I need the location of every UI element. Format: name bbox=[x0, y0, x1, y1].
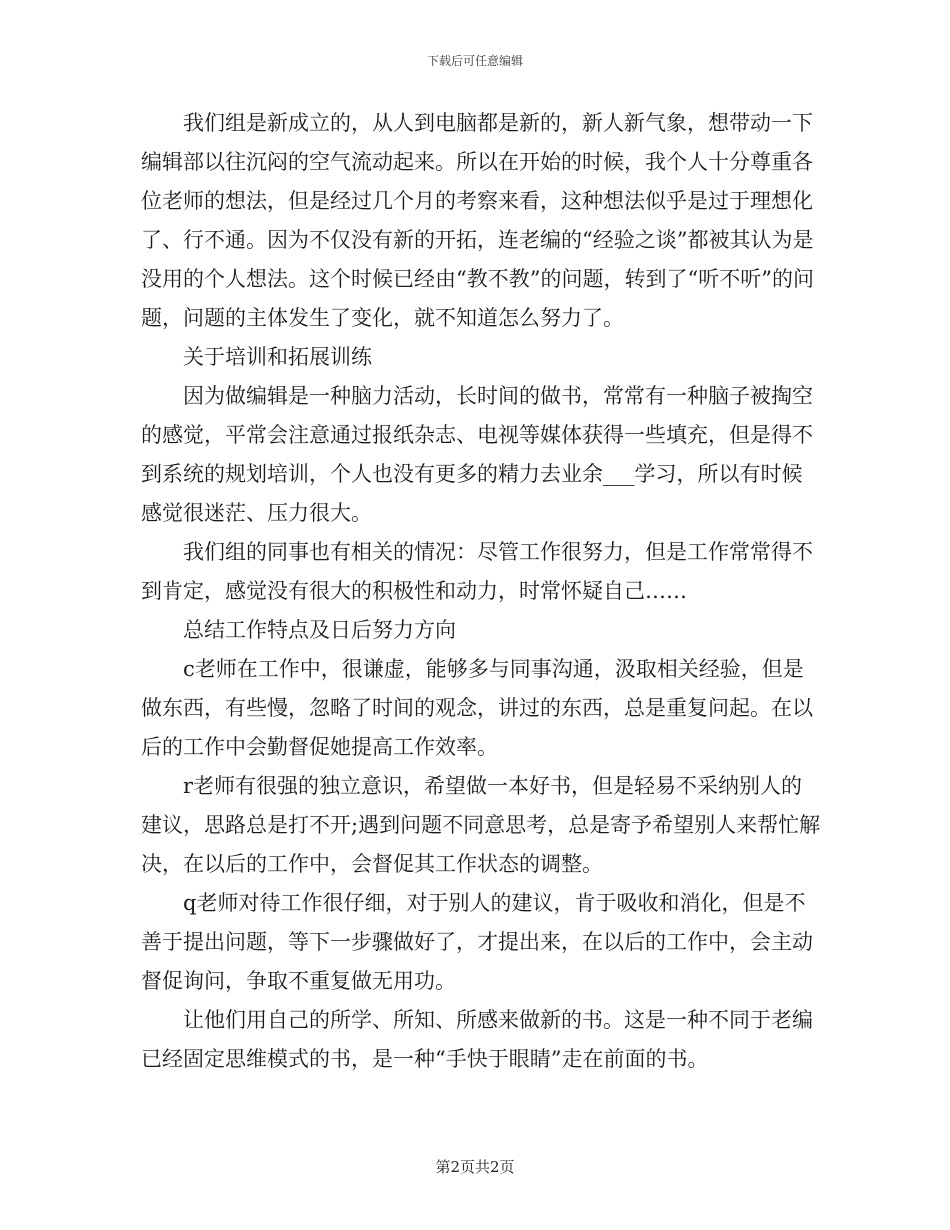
section-heading-training: 关于培训和拓展训练 bbox=[183, 345, 372, 369]
page-number-footer: 第2页共2页 bbox=[435, 1158, 515, 1176]
document-body bbox=[141, 104, 821, 1079]
paragraph-team-intro: 我们组是新成立的，从人到电脑都是新的，新人新气象，想带动一下编辑部以往沉闷的空气流动起来。所以在开始的时候，我个人十分尊重各位老师的想法，但是经过几个月的考察来看，这种想法似乎是过于理想化了、行不通。因为不仅没有新的开拓，连老编的“经验之谈”都被其认为是没用的个人想法。这个时候已经由“教不教”的问题，转到了“听不听”的问题，问题的主体发生了变化，就不知道怎么努力了。 bbox=[141, 111, 814, 330]
paragraph-colleagues: 我们组的同事也有相关的情况：尽管工作很努力，但是工作常常得不到肯定，感觉没有很大的积极性和动力，时常怀疑自己…… bbox=[141, 540, 813, 603]
paragraph-teacher-q: q老师对待工作很仔细，对于别人的建议，肯于吸收和消化，但是不善于提出问题，等下一步骤做好了，才提出来，在以后的工作中，会主动督促询问，争取不重复做无用功。 bbox=[141, 891, 813, 993]
page-header: 下载后可任意编辑 bbox=[426, 54, 523, 68]
paragraph-conclusion: 让他们用自己的所学、所知、所感来做新的书。这是一种不同于老编已经固定思维模式的书，是一种“手快于眼睛”走在前面的书。 bbox=[141, 1008, 813, 1071]
paragraph-training: 因为做编辑是一种脑力活动，长时间的做书，常常有一种脑子被掏空的感觉，平常会注意通过报纸杂志、电视等媒体获得一些填充，但是得不到系统的规划培训，个人也没有更多的精力去业余___学习，所以有时候感觉很迷茫、压力很大。 bbox=[141, 384, 813, 525]
paragraph-teacher-r: r老师有很强的独立意识，希望做一本好书，但是轻易不采纳别人的建议，思路总是打不开;遇到问题不同意思考，总是寄予希望别人来帮忙解决，在以后的工作中，会督促其工作状态的调整。 bbox=[141, 774, 821, 876]
paragraph-teacher-c: c老师在工作中，很谦虚，能够多与同事沟通，汲取相关经验，但是做东西，有些慢，忽略了时间的观念，讲过的东西，总是重复问起。在以后的工作中会勤督促她提高工作效率。 bbox=[141, 657, 813, 759]
section-heading-summary: 总结工作特点及日后努力方向 bbox=[183, 618, 456, 642]
